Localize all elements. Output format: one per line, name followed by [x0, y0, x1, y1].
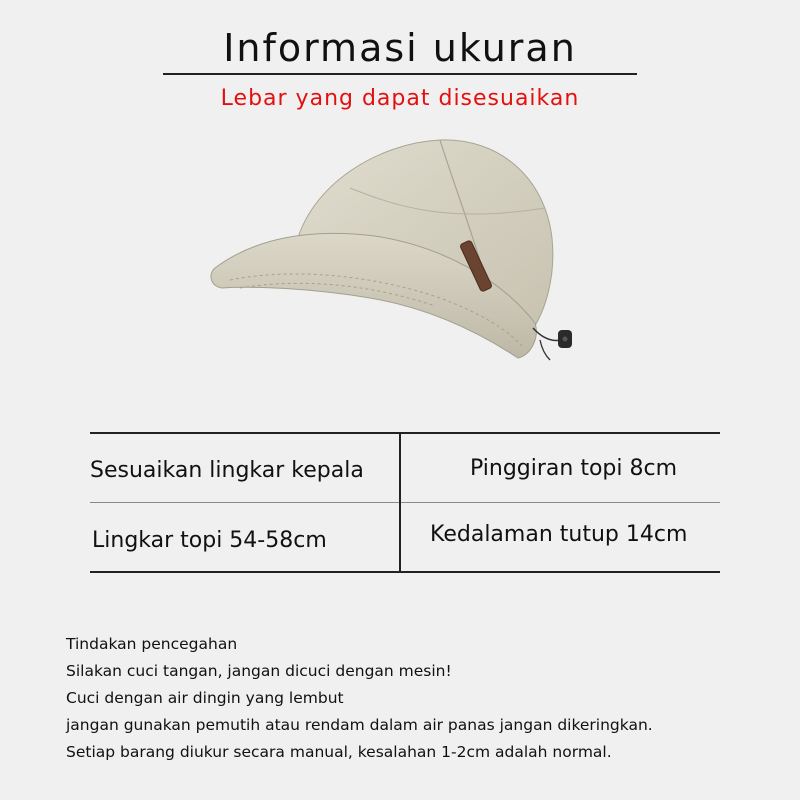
table-top-rule	[90, 432, 720, 434]
table-cell-adjustable-circumference: Sesuaikan lingkar kepala	[90, 458, 364, 483]
table-cell-brim-width: Pinggiran topi 8cm	[470, 456, 678, 481]
care-note-item: jangan gunakan pemutih atau rendam dalam air panas jangan dikeringkan.	[66, 716, 653, 734]
page-title: Informasi ukuran	[223, 26, 577, 70]
hat-illustration	[200, 128, 600, 378]
table-column-divider	[399, 432, 401, 572]
table-middle-rule	[90, 502, 720, 503]
care-notes	[66, 631, 766, 766]
table-cell-cap-depth: Kedalaman tutup 14cm	[430, 522, 688, 547]
page-subtitle: Lebar yang dapat disesuaikan	[220, 86, 580, 111]
care-notes-heading: Tindakan pencegahan	[66, 635, 238, 653]
size-table	[90, 432, 720, 572]
care-note-item: Silakan cuci tangan, jangan dicuci dengan mesin!	[66, 662, 452, 680]
table-bottom-rule	[90, 571, 720, 573]
title-underline	[163, 73, 637, 75]
table-cell-hat-circumference: Lingkar topi 54-58cm	[92, 528, 327, 553]
care-note-item: Cuci dengan air dingin yang lembut	[66, 689, 344, 707]
care-note-item: Setiap barang diukur secara manual, kesalahan 1-2cm adalah normal.	[66, 743, 612, 761]
